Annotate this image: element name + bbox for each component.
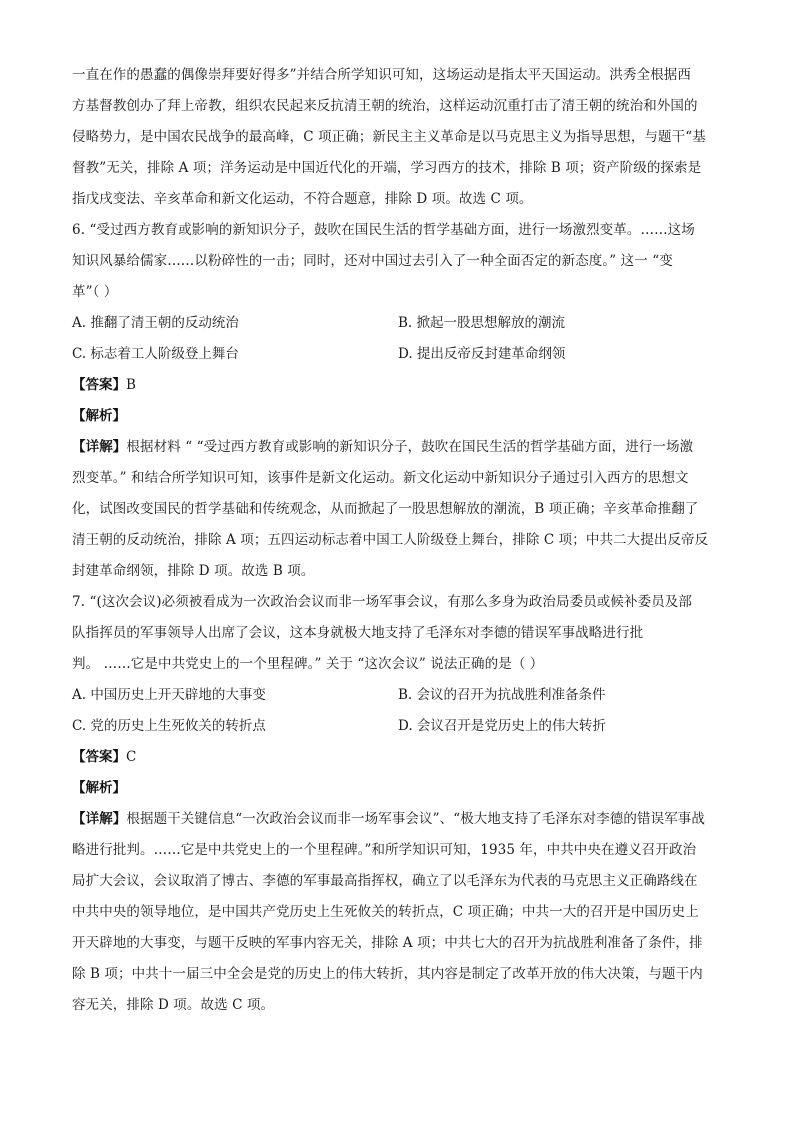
intro-line: 侵略势力，是中国农民战争的最高峰，C 项正确；新民主主义革命是以马克思主义为指导思想，与题干“基 — [72, 129, 706, 145]
intro-line: 督教”无关，排除 A 项；洋务运动是中国近代化的开端，学习西方的技术，排除 B 项；资产阶级的探索是 — [72, 160, 702, 176]
question-6-options — [72, 308, 724, 370]
question-7-option-b: B. 会议的召开为抗战胜利准备条件 — [398, 687, 606, 703]
intro-line: 方基督教创办了拜上帝教，组织农民起来反抗清王朝的统治，这样运动沉重打击了清王朝的统治和外国的 — [72, 98, 698, 114]
answer-value: C — [126, 749, 137, 765]
question-7-stem-line: 队指挥员的军事领导人出席了会议，这本身就极大地支持了毛泽东对李德的错误军事战略进行批 — [72, 625, 644, 641]
question-6-stem-line: 知识风暴给儒家……以粉碎性的一击；同时，还对中国过去引入了一种全面否定的新态度。” 这一 “变 — [72, 253, 673, 269]
question-6-option-d: D. 提出反帝反封建革命纲领 — [398, 346, 566, 362]
detail-line: 化，试图改变国民的哲学基础和传统观念，从而掀起了一股思想解放的潮流，B 项正确；辛亥革命推翻了 — [72, 501, 699, 517]
question-7-stem-line: 判。 ……它是中共党史上的一个里程碑。” 关于 “这次会议” 说法正确的是（ ） — [72, 656, 544, 672]
detail-line: 封建革命纲领，排除 D 项。故选 B 项。 — [72, 563, 315, 579]
detail-line: 容无关，排除 D 项。故选 C 项。 — [72, 997, 275, 1013]
detail-line: 略进行批判。……它是中共党史上的一个里程碑。”和所学知识可知，1935 年，中共中央在遵义召开政治 — [72, 842, 697, 858]
detail-line: 局扩大会议，会议取消了博古、李德的军事最高指挥权，确立了以毛泽东为代表的马克思主义正确路线在 — [72, 873, 698, 889]
detail-tag: 【详解】 — [72, 439, 127, 455]
question-6-option-c: C. 标志着工人阶级登上舞台 — [72, 346, 239, 362]
question-6 — [72, 215, 724, 587]
question-7-option-d: D. 会议召开是党历史上的伟大转折 — [398, 718, 606, 734]
document-page — [72, 60, 724, 1021]
question-6-stem-line: 革”（ ） — [72, 284, 118, 300]
question-7-detail — [72, 804, 724, 1021]
analysis-tag: 【解析】 — [72, 408, 126, 424]
question-7-answer — [72, 742, 724, 773]
detail-line: 烈变革。” 和结合所学知识可知，该事件是新文化运动。新文化运动中新知识分子通过引入西方的思想文 — [72, 470, 689, 486]
answer-tag: 【答案】 — [72, 749, 126, 765]
question-6-stem-line: 6. “受过西方教育或影响的新知识分子，鼓吹在国民生活的哲学基础方面，进行一场激烈变革。……这场 — [72, 222, 695, 238]
answer-tag: 【答案】 — [72, 377, 126, 393]
detail-line: 清王朝的反动统治，排除 A 项；五四运动标志着中国工人阶级登上舞台，排除 C 项；中共二大提出反帝反 — [72, 532, 709, 548]
intro-line: 一直在作的愚蠢的偶像崇拜要好得多”并结合所学知识可知，这场运动是指太平天国运动。洪秀全根据西 — [72, 67, 691, 83]
detail-line: 除 B 项；中共十一届三中全会是党的历史上的伟大转折，其内容是制定了改革开放的伟大决策，与题干内 — [72, 966, 703, 982]
detail-line — [72, 804, 724, 835]
intro-line: 指戊戌变法、辛亥革命和新文化运动，不符合题意，排除 D 项。故选 C 项。 — [72, 191, 533, 207]
question-6-detail — [72, 432, 724, 587]
detail-line — [72, 432, 724, 463]
question-7-stem-line: 7. “(这次会议)必须被看成为一次政治会议而非一场军事会议，有那么多身为政治局委员或候补委员及部 — [72, 594, 693, 610]
detail-text: 根据题干关键信息“一次政治会议而非一场军事会议”、“极大地支持了毛泽东对李德的错误军事战 — [126, 811, 706, 827]
question-7-analysis — [72, 773, 724, 804]
question-7-option-a: A. 中国历史上开天辟地的大事变 — [72, 687, 266, 703]
detail-line: 中共中央的领导地位，是中国共产党历史上生死攸关的转折点，C 项正确；中共一大的召开是中国历史上 — [72, 904, 699, 920]
analysis-tag: 【解析】 — [72, 780, 126, 796]
question-7-option-c: C. 党的历史上生死攸关的转折点 — [72, 718, 266, 734]
question-6-option-a: A. 推翻了清王朝的反动统治 — [72, 315, 239, 331]
intro-paragraph — [72, 60, 724, 215]
detail-tag: 【详解】 — [72, 811, 127, 827]
question-7 — [72, 587, 724, 1021]
question-6-option-b: B. 掀起一股思想解放的潮流 — [398, 315, 566, 331]
question-6-analysis — [72, 401, 724, 432]
detail-line: 开天辟地的大事变，与题干反映的军事内容无关，排除 A 项；中共七大的召开为抗战胜利准备了条件，排 — [72, 935, 703, 951]
answer-value: B — [126, 377, 136, 393]
question-6-answer — [72, 370, 724, 401]
question-7-options — [72, 680, 724, 742]
detail-text: 根据材料 “ “受过西方教育或影响的新知识分子，鼓吹在国民生活的哲学基础方面，进行一场激 — [126, 439, 694, 455]
